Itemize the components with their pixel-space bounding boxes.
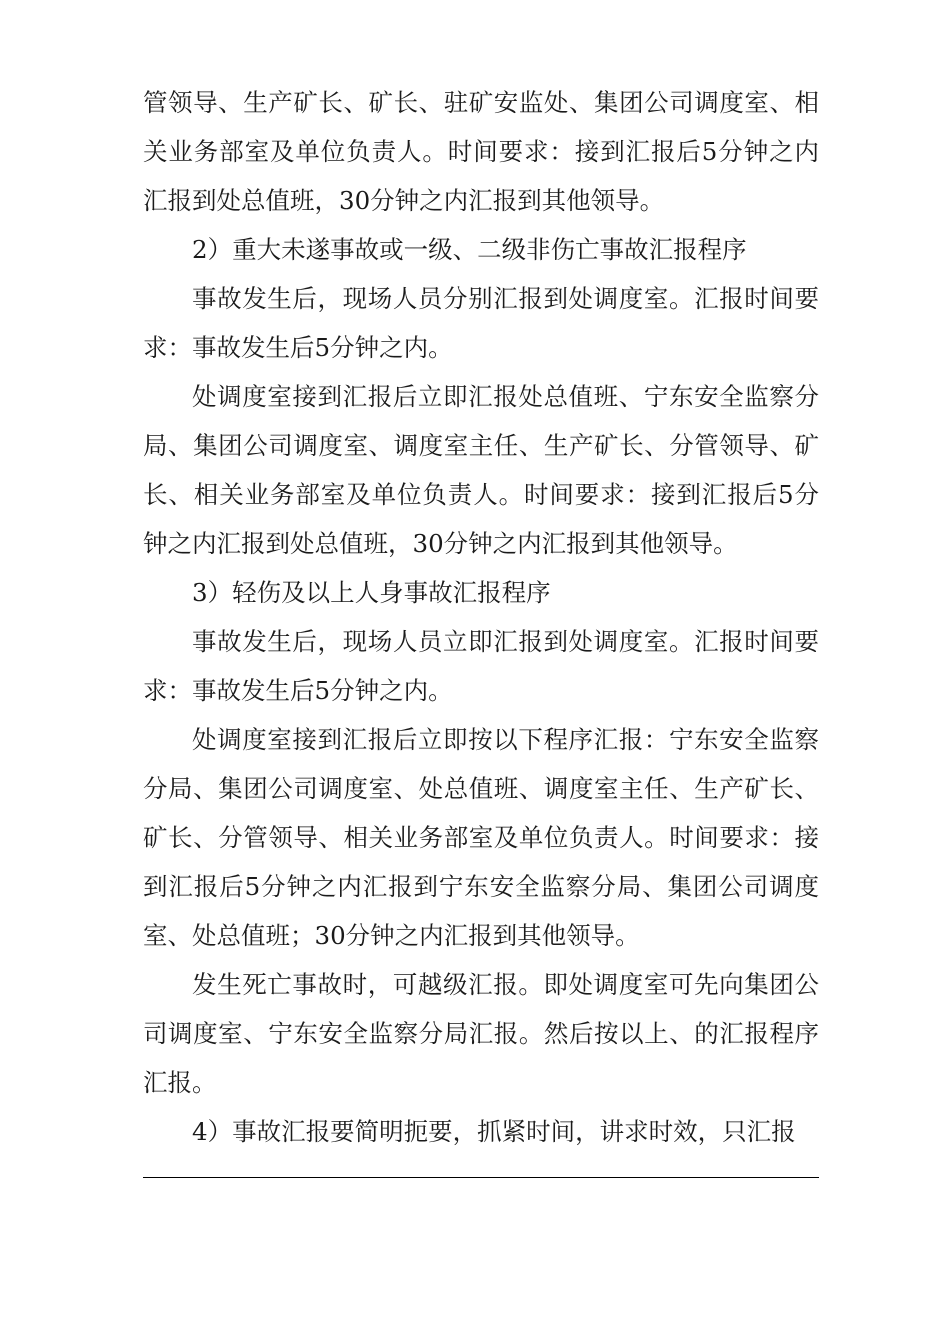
paragraph: 事故发生后，现场人员分别汇报到处调度室。汇报时间要求：事故发生后5分钟之内。	[143, 284, 819, 362]
footer-divider	[143, 1177, 819, 1178]
paragraph: 管领导、生产矿长、矿长、驻矿安监处、集团公司调度室、相关业务部室及单位负责人。时间要求：接到汇报后5分钟之内汇报到处总值班，30分钟之内汇报到其他领导。	[143, 88, 819, 215]
paragraph: 事故发生后，现场人员立即汇报到处调度室。汇报时间要求：事故发生后5分钟之内。	[143, 627, 819, 705]
section-heading: 2）重大未遂事故或一级、二级非伤亡事故汇报程序	[192, 235, 747, 264]
paragraph: 处调度室接到汇报后立即按以下程序汇报：宁东安全监察分局、集团公司调度室、处总值班、调度室主任、生产矿长、矿长、分管领导、相关业务部室及单位负责人。时间要求：接到汇报后5分钟之内汇报到宁东安全监察分局、集团公司调度室、处总值班；30分钟之内汇报到其他领导。	[143, 725, 819, 950]
document-body	[143, 78, 819, 1156]
paragraph: 发生死亡事故时，可越级汇报。即处调度室可先向集团公司调度室、宁东安全监察分局汇报。然后按以上、的汇报程序汇报。	[143, 970, 819, 1097]
paragraph: 处调度室接到汇报后立即汇报处总值班、宁东安全监察分局、集团公司调度室、调度室主任、生产矿长、分管领导、矿长、相关业务部室及单位负责人。时间要求：接到汇报后5分钟之内汇报到处总值班，30分钟之内汇报到其他领导。	[143, 382, 819, 558]
section-heading: 3）轻伤及以上人身事故汇报程序	[192, 578, 551, 607]
paragraph: 4）事故汇报要简明扼要，抓紧时间，讲求时效，只汇报	[192, 1117, 796, 1146]
